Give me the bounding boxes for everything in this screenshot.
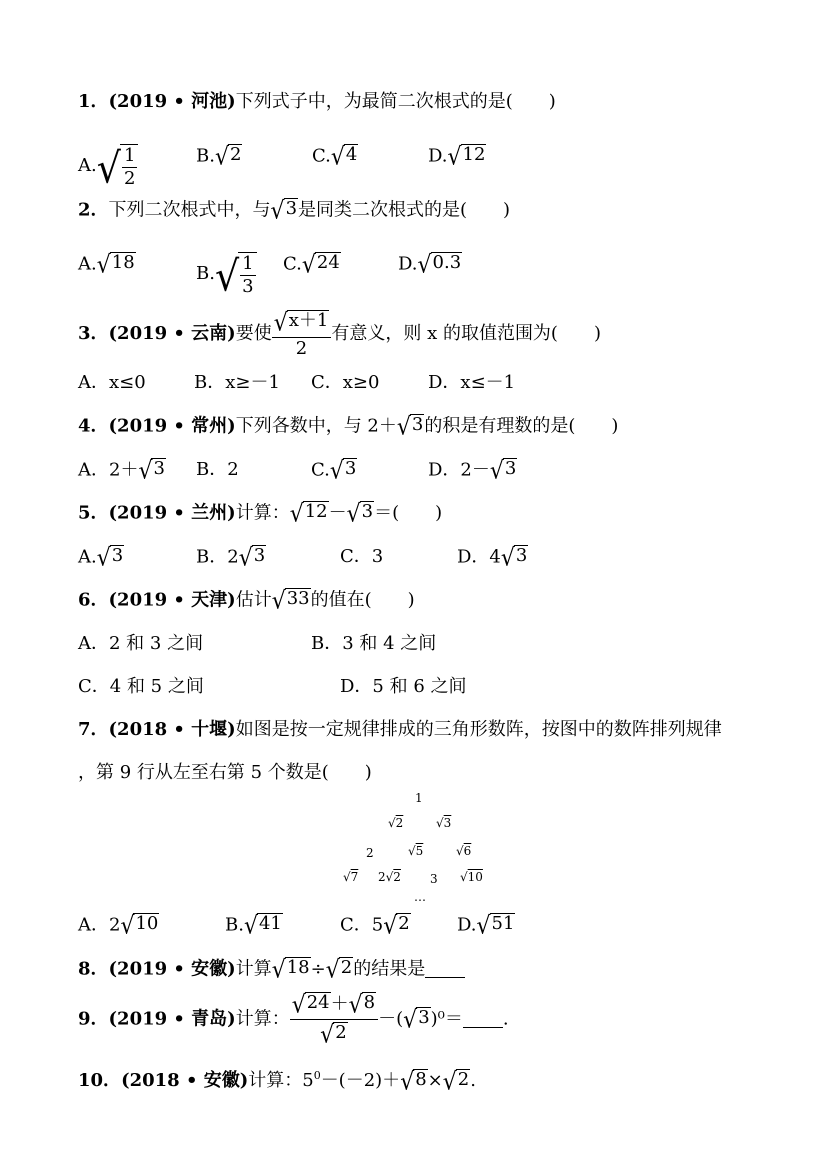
question-8: 8．(2019 • 安徽)计算√18÷√2的结果是 — [78, 957, 465, 982]
q6-stem-a: 估计 — [235, 589, 272, 611]
q5-radical-1: 12 — [304, 501, 328, 522]
q3-option-b[interactable]: B．x≥－1 — [194, 372, 280, 393]
q10-source: (2018 • 安徽) — [121, 1070, 249, 1091]
q9-number: 9． — [78, 1008, 109, 1030]
q3-stem-b: 有意义，则 x 的取值范围为( ) — [331, 323, 601, 344]
q7-number: 7． — [78, 719, 109, 740]
q2-option-d[interactable]: D.√0.3 — [398, 251, 462, 280]
question-6 — [78, 587, 415, 616]
q4-source: (2019 • 常州) — [108, 415, 236, 437]
q4-stem-b: 的积是有理数的是( ) — [424, 415, 619, 437]
q6-radical: √33 — [271, 587, 310, 616]
tri-sqrt6: √6 — [456, 844, 472, 858]
q1-option-b[interactable]: B.√2 — [196, 143, 242, 172]
q1-option-c[interactable]: C.√4 — [312, 143, 358, 172]
q9-answer-blank[interactable] — [463, 1009, 503, 1028]
q3-fraction: $\frac{√x+1}{2}$ — [272, 310, 332, 358]
q1-option-d[interactable]: D.√12 — [428, 143, 486, 172]
q7-option-b[interactable]: B.√41 — [225, 912, 282, 941]
q6-option-d[interactable]: D．5 和 6 之间 — [340, 676, 467, 697]
q4-option-c[interactable]: C.√3 — [311, 457, 357, 486]
q3-option-a[interactable]: A．x≤0 — [78, 372, 146, 393]
q5-stem: 计算： — [235, 502, 290, 524]
q8-answer-blank[interactable] — [425, 959, 465, 978]
q5-option-d[interactable]: D．4√3 — [457, 544, 528, 573]
q7-option-a[interactable]: A．2√10 — [78, 912, 159, 941]
tri-sqrt2: √2 — [388, 816, 404, 830]
q7-stem-continued: ，第 9 行从左至右第 5 个数是( ) — [78, 762, 372, 783]
q8-source: (2019 • 安徽) — [108, 958, 236, 980]
q3-number: 3． — [78, 323, 109, 344]
q10-stem: 计算：5 — [248, 1070, 314, 1091]
q6-source: (2019 • 天津) — [108, 589, 236, 611]
tri-sqrt5: √5 — [408, 844, 424, 858]
tri-sqrt3: √3 — [436, 816, 452, 830]
question-4 — [78, 413, 619, 442]
q4-radical: √3 — [396, 413, 424, 442]
question-3 — [78, 310, 601, 360]
q5-number: 5． — [78, 502, 109, 524]
q2-option-c[interactable]: C.√24 — [283, 251, 340, 280]
q1-option-a[interactable]: A.√ $\frac{1}{2}$ — [78, 144, 138, 188]
q6-stem-b: 的值在( ) — [310, 589, 415, 611]
q4-number: 4． — [78, 415, 109, 437]
tri-3: 3 — [430, 872, 438, 886]
q4-option-d[interactable]: D．2－√3 — [428, 457, 517, 486]
q8-number: 8． — [78, 958, 109, 980]
q1-number: 1． — [78, 91, 109, 112]
q5-option-c[interactable]: C．3 — [340, 546, 384, 567]
question-7 — [78, 718, 722, 742]
q3-option-c[interactable]: C．x≥0 — [311, 372, 380, 393]
q2-stem-b: 是同类二次根式的是( ) — [298, 199, 511, 221]
q10-number: 10． — [78, 1070, 122, 1091]
tri-dots: … — [414, 890, 426, 904]
q8-stem: 计算 — [235, 958, 272, 980]
q2-radical: √3 — [270, 197, 298, 226]
tri-sqrt10: √10 — [460, 870, 483, 884]
q7-source: (2018 • 十堰) — [108, 719, 236, 740]
q5-option-a[interactable]: A.√3 — [78, 544, 124, 573]
q2-number: 2． — [78, 199, 109, 221]
q2-stem-a: 下列二次根式中，与 — [108, 199, 271, 221]
tri-2sqrt2: 2√2 — [378, 870, 401, 884]
question-9: 9．(2019 • 青岛)计算： $\frac{√24+√8}{√2}$ －(√3)⁰＝ . — [78, 991, 509, 1050]
q1-source: (2019 • 河池) — [108, 91, 236, 112]
q3-stem-a: 要使 — [235, 323, 272, 344]
tri-1: 1 — [415, 791, 423, 805]
question-1 — [78, 90, 556, 114]
q2-option-a[interactable]: A.√18 — [78, 251, 135, 280]
q7-option-d[interactable]: D.√51 — [457, 912, 515, 941]
q9-fraction: $\frac{√24+√8}{√2}$ — [290, 992, 378, 1047]
tri-2: 2 — [366, 846, 374, 860]
tri-sqrt7: √7 — [343, 870, 359, 884]
q7-option-c[interactable]: C．5√2 — [340, 912, 410, 941]
question-5: 5．(2019 • 兰州)计算：√12－√3＝( ) — [78, 500, 443, 529]
q7-stem: 如图是按一定规律排成的三角形数阵，按图中的数阵排列规律 — [235, 719, 722, 740]
q4-stem-a: 下列各数中，与 2＋ — [235, 415, 397, 437]
q9-source: (2019 • 青岛) — [108, 1008, 236, 1030]
q4-option-a[interactable]: A．2＋√3 — [78, 457, 165, 486]
q6-option-b[interactable]: B．3 和 4 之间 — [311, 633, 437, 654]
q5-radical-2: 3 — [361, 501, 374, 522]
q5-source: (2019 • 兰州) — [108, 502, 236, 524]
q4-option-b[interactable]: B．2 — [196, 459, 239, 480]
q6-option-c[interactable]: C．4 和 5 之间 — [78, 676, 204, 697]
q9-stem: 计算： — [235, 1008, 290, 1030]
q1-stem: 下列式子中，为最简二次根式的是( ) — [235, 91, 556, 112]
q2-option-b[interactable]: B.√ $\frac{1}{3}$ — [196, 252, 257, 296]
q6-option-a[interactable]: A．2 和 3 之间 — [78, 633, 204, 654]
q3-option-d[interactable]: D．x≤－1 — [428, 372, 516, 393]
question-10: 10．(2018 • 安徽)计算：$5^0-(-2)+√8\times√2$. — [78, 1068, 476, 1096]
q6-number: 6． — [78, 589, 109, 611]
q5-option-b[interactable]: B．2√3 — [196, 544, 266, 573]
q3-source: (2019 • 云南) — [108, 323, 236, 344]
question-2 — [78, 197, 511, 226]
